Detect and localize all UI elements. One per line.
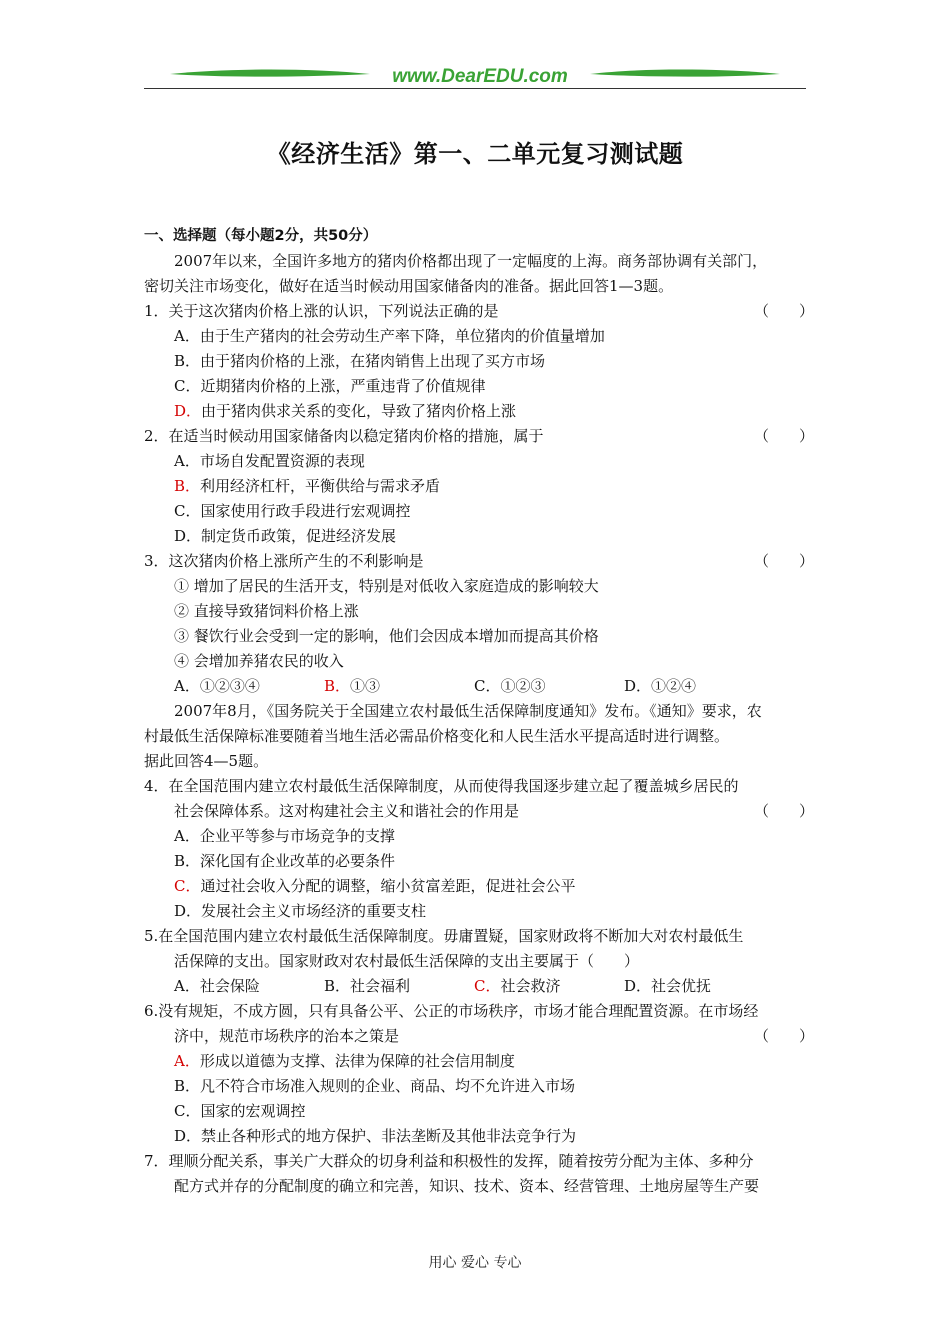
- question-text: 3．这次猪肉价格上涨所产生的不利影响是: [144, 552, 424, 570]
- question-6-stem-cont: [144, 1024, 814, 1049]
- answer-bracket: （ ）: [753, 427, 814, 445]
- option-b: [144, 349, 814, 374]
- choice-row: [144, 974, 814, 999]
- answer-bracket: （ ）: [753, 802, 814, 820]
- option-a: [144, 1049, 814, 1074]
- statement-item: ③ 餐饮行业会受到一定的影响，他们会因成本增加而提高其价格: [174, 627, 599, 645]
- choice-letter-answer: C．: [474, 977, 501, 995]
- header-logo: [170, 64, 780, 88]
- option-letter: B．: [174, 1077, 201, 1095]
- header-rule: [144, 88, 806, 89]
- option-letter: A．: [174, 827, 200, 845]
- question-2-stem: [144, 424, 814, 449]
- question-7-stem: 7．理顺分配关系，事关广大群众的切身利益和积极性的发挥，随着按劳分配为主体、多种分: [144, 1152, 754, 1170]
- option-text: 通过社会收入分配的调整，缩小贫富差距，促进社会公平: [200, 877, 576, 895]
- question-3-stem: [144, 549, 814, 574]
- intro-paragraph-line: 村最低生活保障标准要随着当地生活必需品价格变化和人民生活水平提高适时进行调整。: [144, 727, 730, 745]
- option-text: 制定货币政策，促进经济发展: [201, 527, 397, 545]
- option-text: 形成以道德为支撑、法律为保障的社会信用制度: [199, 1052, 515, 1070]
- page-title: 《经济生活》第一、二单元复习测试题: [266, 140, 684, 168]
- option-text: 发展社会主义市场经济的重要支柱: [201, 902, 427, 920]
- option-letter: B．: [174, 352, 201, 370]
- option-text: 由于生产猪肉的社会劳动生产率下降，单位猪肉的价值量增加: [199, 327, 605, 345]
- question-text: 2．在适当时候动用国家储备肉以稳定猪肉价格的措施，属于: [144, 427, 544, 445]
- answer-bracket: （ ）: [753, 1027, 814, 1045]
- option-a: [144, 324, 814, 349]
- statement-item: ② 直接导致猪饲料价格上涨: [174, 602, 359, 620]
- choice-b: B．①③: [324, 677, 381, 695]
- question-text: 济中，规范市场秩序的治本之策是: [174, 1027, 400, 1045]
- question-6-stem: 6.没有规矩，不成方圆，只有具备公平、公正的市场秩序，市场才能合理配置资源。在市场经: [144, 1002, 759, 1020]
- option-d: [144, 399, 814, 424]
- option-d: [144, 1124, 814, 1149]
- option-a: [144, 824, 814, 849]
- option-letter: D．: [174, 1127, 202, 1145]
- answer-bracket: （ ）: [753, 552, 814, 570]
- option-letter: C．: [174, 502, 201, 520]
- option-text: 由于猪肉供求关系的变化，导致了猪肉价格上涨: [201, 402, 517, 420]
- choice-row: [144, 674, 814, 699]
- intro-paragraph-line: 2007年以来，全国许多地方的猪肉价格都出现了一定幅度的上海。商务部协调有关部门，: [174, 252, 768, 270]
- page-footer: 用心 爱心 专心: [428, 1255, 522, 1271]
- choice-b: B．社会福利: [324, 977, 411, 995]
- answer-bracket: （ ）: [753, 302, 814, 320]
- section-heading: 一、选择题（每小题2分，共50分）: [144, 228, 378, 244]
- choice-letter-answer: B．: [324, 677, 351, 695]
- question-text: 社会保障体系。这对构建社会主义和谐社会的作用是: [174, 802, 520, 820]
- option-c: [144, 499, 814, 524]
- statement-item: ④ 会增加养猪农民的收入: [174, 652, 344, 670]
- option-c: [144, 874, 814, 899]
- question-1-stem: [144, 299, 814, 324]
- question-4-stem-cont: [144, 799, 814, 824]
- intro-paragraph-line: 密切关注市场变化，做好在适当时候动用国家储备肉的准备。据此回答1—3题。: [144, 277, 674, 295]
- option-c: [144, 1099, 814, 1124]
- option-letter: D．: [174, 902, 202, 920]
- option-letter: A．: [174, 327, 200, 345]
- option-letter: C．: [174, 377, 201, 395]
- option-letter: A．: [174, 452, 200, 470]
- right-swoosh-icon: [590, 70, 780, 77]
- option-letter: B．: [174, 852, 201, 870]
- intro-paragraph-line: 据此回答4—5题。: [144, 752, 269, 770]
- option-text: 国家的宏观调控: [200, 1102, 306, 1120]
- question-4-stem: 4．在全国范围内建立农村最低生活保障制度，从而使得我国逐步建立起了覆盖城乡居民的: [144, 777, 739, 795]
- question-5-stem: 5.在全国范围内建立农村最低生活保障制度。毋庸置疑，国家财政将不断加大对农村最低生: [144, 927, 744, 945]
- option-b: [144, 1074, 814, 1099]
- option-c: [144, 374, 814, 399]
- option-b: [144, 474, 814, 499]
- choice-d: D．社会优抚: [624, 977, 712, 995]
- option-d: [144, 524, 814, 549]
- option-a: [144, 449, 814, 474]
- choice-a: A．①②③④: [174, 677, 260, 695]
- option-b: [144, 849, 814, 874]
- question-5-stem-cont: 活保障的支出。国家财政对农村最低生活保障的支出主要属于（ ）: [174, 952, 640, 970]
- option-letter: D．: [174, 527, 202, 545]
- option-text: 凡不符合市场准入规则的企业、商品、均不允许进入市场: [200, 1077, 576, 1095]
- option-text: 市场自发配置资源的表现: [199, 452, 365, 470]
- choice-d: D．①②④: [624, 677, 697, 695]
- option-text: 深化国有企业改革的必要条件: [200, 852, 396, 870]
- option-letter-answer: A．: [174, 1052, 200, 1070]
- question-text: 1．关于这次猪肉价格上涨的认识，下列说法正确的是: [144, 302, 499, 320]
- option-letter-answer: C．: [174, 877, 201, 895]
- option-d: [144, 899, 814, 924]
- option-letter: C．: [174, 1102, 201, 1120]
- option-text: 利用经济杠杆，平衡供给与需求矛盾: [200, 477, 441, 495]
- exam-content: [144, 224, 814, 1199]
- choice-c: C．社会救济: [474, 977, 561, 995]
- option-letter-answer: B．: [174, 477, 201, 495]
- option-text: 国家使用行政手段进行宏观调控: [200, 502, 411, 520]
- header-site-name: www.DearEDU.com: [392, 66, 568, 87]
- option-text: 企业平等参与市场竞争的支撑: [199, 827, 395, 845]
- option-text: 禁止各种形式的地方保护、非法垄断及其他非法竞争行为: [201, 1127, 577, 1145]
- option-text: 由于猪肉价格的上涨，在猪肉销售上出现了买方市场: [200, 352, 546, 370]
- option-letter-answer: D．: [174, 402, 202, 420]
- choice-c: C．①②③: [474, 677, 546, 695]
- intro-paragraph-line: 2007年8月，《国务院关于全国建立农村最低生活保障制度通知》发布。《通知》要求，农: [174, 702, 762, 720]
- question-7-stem-cont: 配方式并存的分配制度的确立和完善，知识、技术、资本、经营管理、土地房屋等生产要: [174, 1177, 760, 1195]
- statement-item: ① 增加了居民的生活开支，特别是对低收入家庭造成的影响较大: [174, 577, 599, 595]
- left-swoosh-icon: [170, 70, 370, 77]
- choice-a: A．社会保险: [174, 977, 260, 995]
- option-text: 近期猪肉价格的上涨，严重违背了价值规律: [200, 377, 486, 395]
